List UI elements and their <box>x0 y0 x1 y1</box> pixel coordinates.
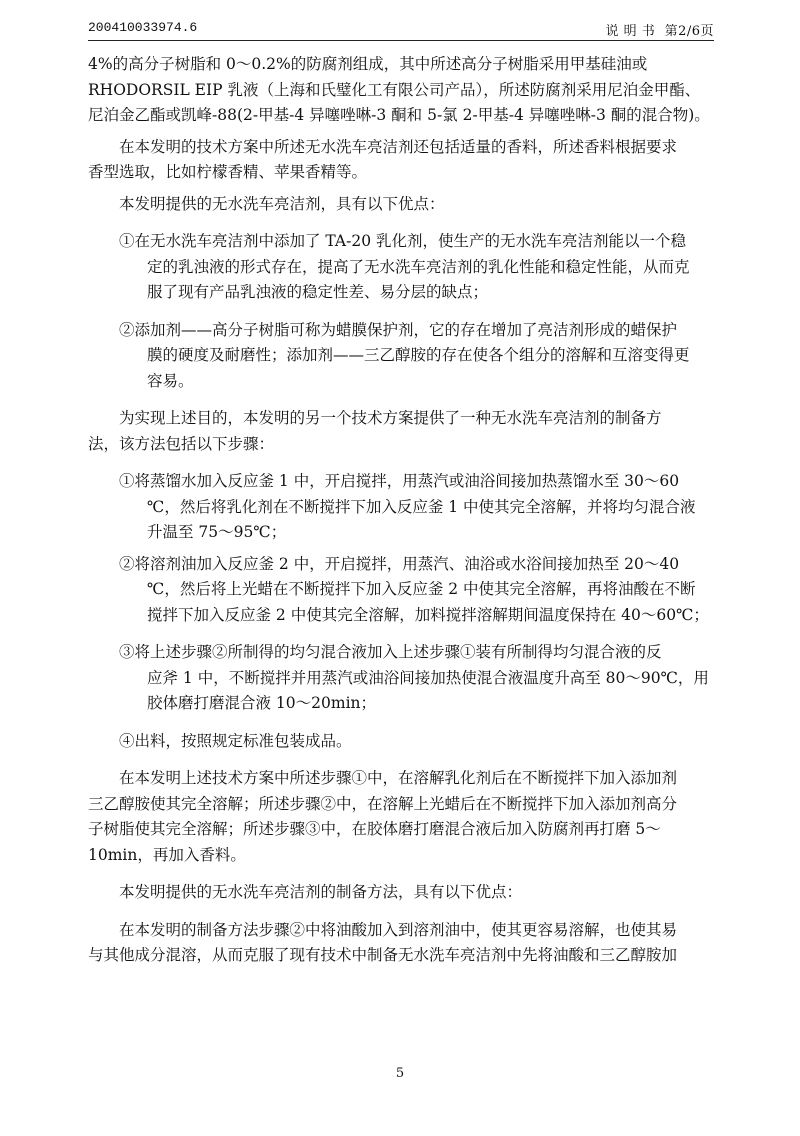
text-line: ①将蒸馏水加入反应釜 1 中，开启搅拌，用蒸汽或油浴间接加热蒸馏水至 30～60 <box>119 472 680 490</box>
text-line: 在本发明的技术方案中所述无水洗车亮洁剂还包括适量的香料，所述香料根据要求 <box>119 137 678 156</box>
text-line: 升温至 75～95℃； <box>147 523 287 541</box>
page-header <box>88 16 714 38</box>
text-line: 在本发明的制备方法步骤②中将油酸加入到溶剂油中，使其更容易溶解，也使其易 <box>119 920 678 939</box>
text-line: ℃，然后将乳化剂在不断搅拌下加入反应釜 1 中使其完全溶解，并将均匀混合液 <box>147 497 696 516</box>
text-line: 胶体磨打磨混合液 10～20min； <box>147 694 377 712</box>
text-line: 膜的硬度及耐磨性；添加剂——三乙醇胺的存在使各个组分的溶解和互溶变得更 <box>147 346 690 364</box>
text-line: 与其他成分混溶，从而克服了现有技术中制备无水洗车亮洁剂中先将油酸和三乙醇胺加 <box>88 946 678 964</box>
text-line: ②将溶剂油加入反应釜 2 中，开启搅拌，用蒸汽、油浴或水浴间接加热至 20～40 <box>119 554 680 573</box>
text-line: 服了现有产品乳浊液的稳定性差、易分层的缺点； <box>147 283 489 301</box>
document-number: 200410033974.6 <box>88 20 198 35</box>
text-line: 香型选取，比如柠檬香精、苹果香精等。 <box>88 163 368 181</box>
text-line: 4%的高分子树脂和 0～0.2%的防腐剂组成，其中所述高分子树脂采用甲基硅油或 <box>88 55 648 73</box>
text-line: ①在无水洗车亮洁剂中添加了 TA-20 乳化剂，使生产的无水洗车亮洁剂能以一个稳 <box>119 232 687 250</box>
text-line: 子树脂使其完全溶解；所述步骤③中，在胶体磨打磨混合液后加入防腐剂再打磨 5～ <box>88 820 661 838</box>
text-line: 尼泊金乙酯或凯峰-88(2-甲基-4 异噻唑啉-3 酮和 5-氯 2-甲基-4 异噻唑啉-3 酮的混合物)。 <box>88 106 710 124</box>
text-line: 本发明提供的无水洗车亮洁剂的制备方法，具有以下优点： <box>119 883 523 901</box>
text-line: 本发明提供的无水洗车亮洁剂，具有以下优点： <box>119 194 445 213</box>
document-title: 说 明 书 <box>605 24 656 39</box>
text-line: RHODORSIL EIP 乳液（上海和氏璧化工有限公司产品），所述防腐剂采用尼泊金甲酯、 <box>88 80 701 99</box>
text-line: ③将上述步骤②所制得的均匀混合液加入上述步骤①装有所制得均匀混合液的反 <box>119 643 662 661</box>
text-line: 搅拌下加入反应釜 2 中使其完全溶解，加料搅拌溶解期间温度保持在 40～60℃； <box>147 605 709 624</box>
text-line: 三乙醇胺使其完全溶解；所述步骤②中，在溶解上光蜡后在不断搅拌下加入添加剂高分 <box>88 794 678 813</box>
page-indicator: 第2/6页 <box>664 24 714 39</box>
text-line: 10min，再加入香料。 <box>88 845 246 864</box>
text-line: 应斧 1 中，不断搅拌并用蒸汽或油浴间接加热使混合液温度升高至 80～90℃，用 <box>147 668 709 687</box>
header-title-page <box>606 20 714 39</box>
text-line: 法，该方法包括以下步骤： <box>88 434 275 453</box>
text-line: ℃，然后将上光蜡在不断搅拌下加入反应釜 2 中使其完全溶解，再将油酸在不断 <box>147 580 696 598</box>
text-line: 定的乳浊液的形式存在，提高了无水洗车亮洁剂的乳化性能和稳定性能，从而克 <box>147 257 690 276</box>
document-body <box>88 52 714 969</box>
page-number: 5 <box>395 1066 405 1081</box>
text-line: ④出料，按照规定标准包装成品。 <box>119 731 352 750</box>
text-line: ②添加剂——高分子树脂可称为蜡膜保护剂，它的存在增加了亮洁剂形成的蜡保护 <box>119 320 678 339</box>
header-rule <box>88 40 714 41</box>
text-line: 在本发明上述技术方案中所述步骤①中，在溶解乳化剂后在不断搅拌下加入添加剂 <box>119 769 678 787</box>
text-line: 为实现上述目的，本发明的另一个技术方案提供了一种无水洗车亮洁剂的制备方 <box>119 409 662 427</box>
text-line: 容易。 <box>147 371 194 390</box>
